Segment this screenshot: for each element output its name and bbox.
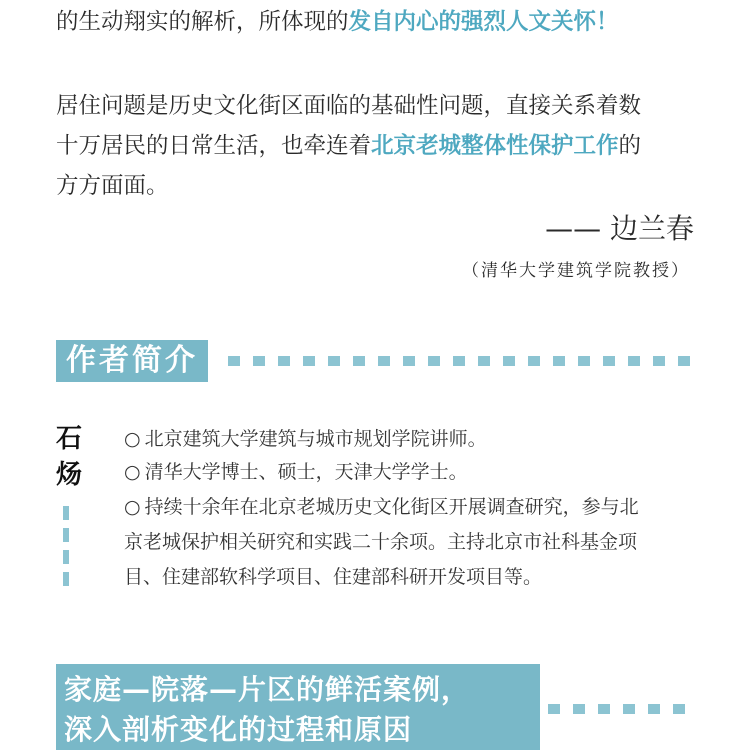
quote-author-title: （清华大学建筑学院教授） (462, 261, 690, 281)
quote-para2-line-2-text: 十万居民的日常生活，也牵连着 (56, 133, 372, 159)
bio-item-2 (124, 455, 468, 490)
bullet-circle-icon: ○ (124, 428, 141, 450)
quote-para2-line-1: 居住问题是历史文化街区面临的基础性问题，直接关系着数 (56, 93, 642, 119)
quote-para2-line-3: 方方面面。 (56, 173, 169, 199)
bio-item-1 (124, 422, 487, 457)
quote-para2-line-2 (56, 126, 641, 166)
quote-para2-line-2-highlight: 北京老城整体性保护工作 (371, 133, 619, 159)
quote-author: —— 边兰春 (545, 212, 694, 245)
author-section-heading: 作者简介 (56, 340, 208, 382)
author-name-char-2: 炀 (56, 460, 83, 490)
quote-line-1-text: 的生动翔实的解析，所体现的 (56, 9, 349, 35)
feature-banner (56, 664, 540, 750)
quote-line-1 (56, 2, 619, 42)
quote-line-1-highlight: 发自内心的强烈人文关怀！ (348, 9, 619, 35)
feature-dotted-line (548, 704, 698, 714)
bio-item-1-text: 北京建筑大学建筑与城市规划学院讲师。 (144, 428, 487, 450)
bio-item-2-text: 清华大学博士、硕士，天津大学学士。 (144, 461, 468, 483)
feature-banner-line-2: 深入剖析变化的过程和原因 (64, 713, 413, 746)
heading-dotted-line (228, 356, 698, 366)
quote-para2-line-2-suffix: 的 (618, 133, 642, 159)
feature-banner-line-1: 家庭—院落—片区的鲜活案例， (64, 673, 471, 706)
bio-item-3 (124, 490, 639, 525)
bio-item-3-line-3: 目、住建部软科学项目、住建部科研开发项目等。 (124, 566, 543, 588)
bio-item-3-line-2: 京老城保护相关研究和实践二十余项。主持北京市社科基金项 (124, 531, 638, 553)
author-name-char-1: 石 (56, 424, 83, 454)
bullet-circle-icon: ○ (124, 496, 141, 518)
bullet-circle-icon: ○ (124, 461, 141, 483)
bio-item-3-line-1: 持续十余年在北京老城历史文化街区开展调查研究，参与北 (144, 496, 639, 518)
